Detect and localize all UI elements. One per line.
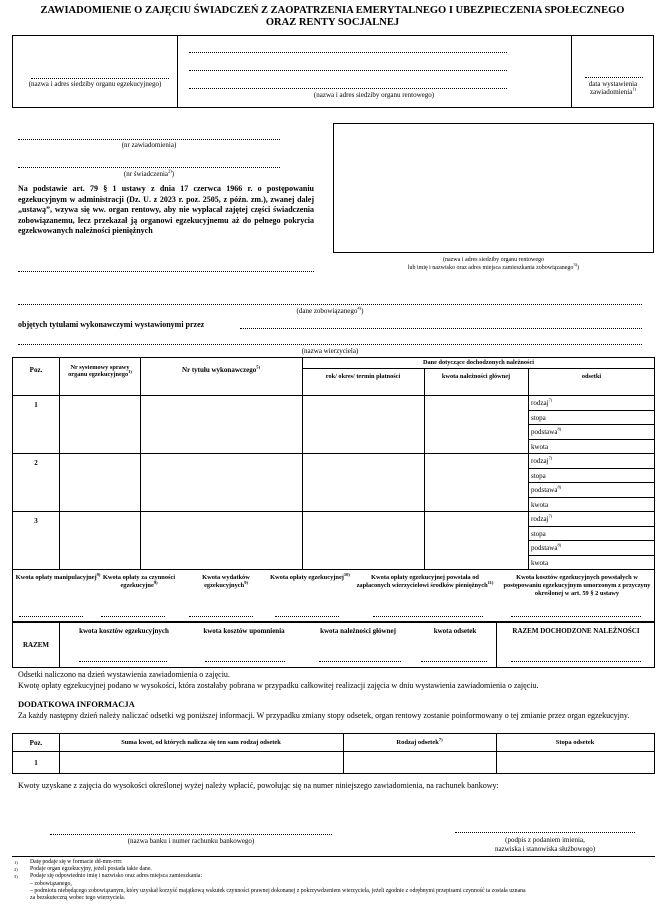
header-rok: rok/ okres/ termin płatności: [325, 373, 401, 380]
footnote: 1) Datę podaje się w formacie dd-mm-rrrr.: [14, 859, 123, 865]
razem-odsetki: kwota odsetek: [433, 627, 477, 635]
bank-caption: (nazwa banku i numer rachunku bankowego): [127, 837, 255, 845]
t2-header-stopa: Stopa odsetek: [555, 739, 595, 746]
odsetki-rodzaj: rodzaj$^{7)}$: [531, 513, 553, 523]
fee-koszty-umorzone: Kwota kosztów egzekucyjnych powstałych w postępowaniu egzekucyjnym umorzonym z przyczyny określonej w art. 59 § 2 ustawy: [503, 574, 651, 597]
odsetki-stopa: stopa: [531, 530, 546, 538]
odsetki-kwota: kwota: [531, 559, 549, 567]
header-poz: Poz.: [29, 366, 43, 374]
podpis-caption: (podpis z podaniem imienia, nazwiska i stanowiska służbowego): [494, 836, 596, 853]
header-nr-tytulu: Nr tytułu wykonawczego$^{5)}$: [182, 364, 260, 374]
dane-zobowiazanego-caption: (dane zobowiązanego$^{4)}$): [296, 305, 364, 315]
header-kwota: kwota należności głównej: [441, 373, 511, 380]
kwoty-text: Kwoty uzyskane z zajęcia do wysokości określonej wyżej należy wpłacić, powołując się na numer niniejszego zawiadomienia, na rachunek bankowy:: [18, 781, 499, 790]
odsetki-kwota: kwota: [531, 443, 549, 451]
fee-egzekucyjna-zaplacone: Kwota opłaty egzekucyjnej powstała od zapłaconych wierzycielowi środków pieniężnych$^{11)}$: [356, 574, 494, 589]
odsetki-kwota: kwota: [531, 501, 549, 509]
row-number: 2: [34, 459, 38, 467]
t2-header-rodzaj: Rodzaj odsetek$^{7)}$: [396, 736, 443, 746]
row-number: 1: [34, 401, 38, 409]
footnote: – zobowiązanego,: [30, 880, 72, 887]
header-odsetki: odsetki: [581, 373, 602, 380]
organ-rentowy-caption: (nazwa i adres siedziby organu rentowego): [313, 91, 435, 99]
note-odsetki: Odsetki naliczono na dzień wystawienia zawiadomienia o zajęciu.: [18, 670, 230, 679]
document-title: ZAWIADOMIENIE O ZAJĘCIU ŚWIADCZEŃ Z ZAOPATRZENIA EMERYTALNEGO I UBEZPIECZENIA SPOŁECZNEGO ORAZ RENTY SOCJALNEJ: [40, 5, 625, 28]
header-box: [12, 35, 654, 108]
organ-rentowy-box: [333, 123, 654, 253]
fees-box: [12, 570, 655, 622]
razem-box: [12, 622, 655, 668]
fee-manipulacyjna: Kwota opłaty manipulacyjnej$^{9)}$: [15, 571, 101, 581]
note-kwote: Kwotę opłaty egzekucyjnej podano w wysokości, która zostałaby pobrana w przypadku całkowitej realizacji zajęcia w dniu wystawienia zawiadomienia o zajęciu.: [18, 681, 539, 690]
main-table: [12, 357, 655, 570]
t2-row-number: 1: [34, 759, 38, 767]
footnote: 2) Podaje organ egzekucyjny, jeżeli posiada takie dane.: [14, 866, 152, 873]
nr-zawiadomienia-caption: (nr zawiadomienia): [121, 141, 177, 149]
odsetki-table: [12, 733, 655, 774]
header-dane: Dane dotyczące dochodzonych należności: [422, 359, 535, 366]
header-nr-systemowy: Nr systemowy sprawy organu egzekucyjnego$^{1)}$: [68, 364, 132, 379]
odsetki-stopa: stopa: [531, 414, 546, 422]
data-wystawienia-caption: data wystawienia zawiadomienia$^{1)}$: [588, 80, 638, 97]
dodatkowa-title: DODATKOWA INFORMACJA: [18, 699, 135, 709]
footnotes: [14, 859, 654, 902]
footnote: 3) Podaje się odpowiednio imię i nazwisko oraz adres miejsca zamieszkania:: [14, 873, 203, 880]
footnote: za bezskuteczną wobec tego wierzyciela.: [30, 895, 126, 902]
legal-basis-text: Na podstawie art. 79 § 1 ustawy z dnia 17 czerwca 1966 r. o postępowaniu egzekucyjnym w administracji (Dz. U. z 2023 r. poz. 2505, z późn. zm.), zwanej dalej „ustawą”, wzywa się ww. organ rentowy, aby nie wypłacał zajętej części świadczenia zobowiązanemu, lecz przekazał ją organowi egzekucyjnemu aż do pełnego pokrycia egzekwowanych należności pieniężnych: [18, 184, 314, 236]
odsetki-rodzaj: rodzaj$^{7)}$: [531, 397, 553, 407]
dodatkowa-text: Za każdy następny dzień należy naliczać odsetki wg poniższej informacji. W przypadku zmiany stopy odsetek, organ rentowy zostanie poinformowany o tej zmianie przez organ egzekucyjny.: [18, 711, 630, 720]
objetych-tytulami-label: objętych tytułami wykonawczymi wystawionymi przez: [18, 320, 205, 329]
fee-wydatki: Kwota wydatków egzekucyjnych$^{9)}$: [202, 574, 250, 589]
t2-header-suma: Suma kwot, od których nalicza się ten sam rodzaj odsetek: [121, 739, 281, 746]
razem-label: RAZEM: [22, 641, 50, 649]
row-number: 3: [34, 517, 38, 525]
nazwa-wierzyciela-caption: (nazwa wierzyciela): [301, 347, 359, 355]
fee-egzekucyjna: Kwota opłaty egzekucyjnej$^{10)}$: [270, 571, 350, 581]
fee-czynnosci: Kwota opłaty za czynności egzekucyjne$^{9)}$: [102, 574, 176, 589]
razem-naleznosc: kwota należności głównej: [320, 627, 396, 635]
t2-header-poz: Poz.: [29, 739, 43, 747]
odsetki-podstawa: podstawa$^{8)}$: [531, 542, 562, 552]
footnote: – podmiotu niebędącego zobowiązanym, który uzyskał korzyść majątkową wskutek czynności prawnej dokonanej z pokrzywdzeniem wierzyciela, jeżeli zgodnie z odrębnymi przepisami czynność ta została uznana: [30, 887, 526, 894]
odsetki-podstawa: podstawa$^{8)}$: [531, 484, 562, 494]
odsetki-podstawa: podstawa$^{8)}$: [531, 426, 562, 436]
razem-dochodzone: RAZEM DOCHODZONE NALEŻNOŚCI: [512, 627, 640, 635]
odsetki-rodzaj: rodzaj$^{7)}$: [531, 455, 553, 465]
organ-rentowy-box-caption: (nazwa i adres siedziby organu rentowego lub imię i nazwisko oraz adres miejsca zamieszkania zobowiązanego$^{3)}$): [407, 257, 580, 271]
odsetki-stopa: stopa: [531, 472, 546, 480]
razem-upomnienie: kwota kosztów upomnienia: [203, 627, 285, 635]
organ-egzekucyjny-caption: (nazwa i adres siedziby organu egzekucyjnego): [28, 80, 162, 88]
razem-koszty: kwota kosztów egzekucyjnych: [79, 627, 169, 635]
nr-swiadczenia-caption: (nr świadczenia$^{2)}$): [123, 168, 175, 178]
